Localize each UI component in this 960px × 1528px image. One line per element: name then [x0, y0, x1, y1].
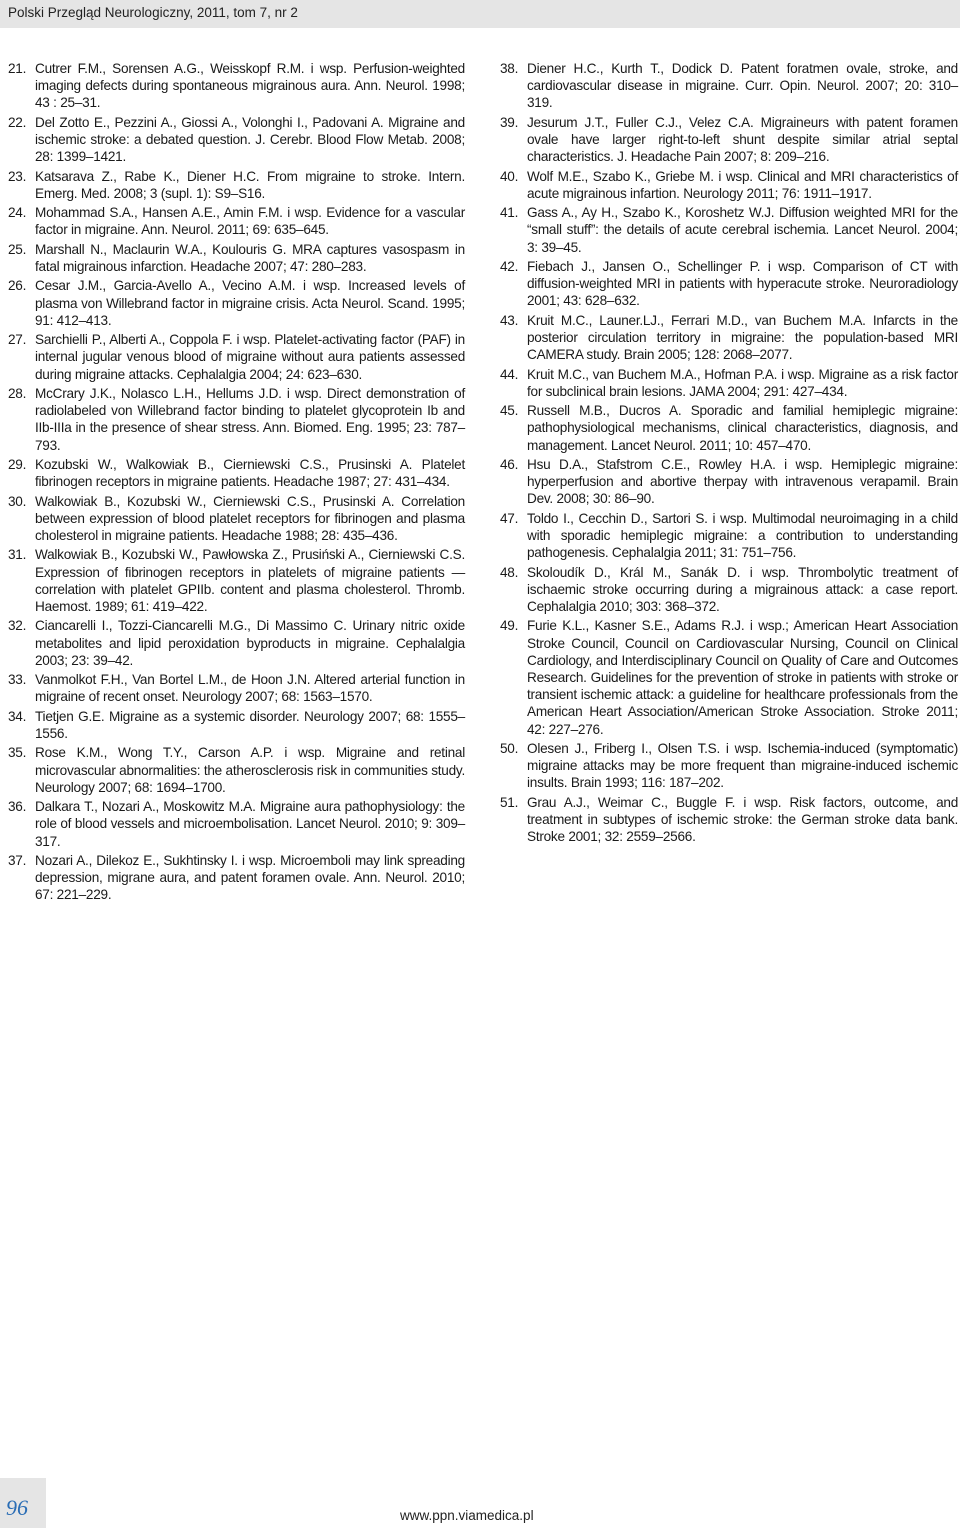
reference-text: Wolf M.E., Szabo K., Griebe M. i wsp. Clinical and MRI characteristics of acute migrainous infartion. Neurology 2011; 76: 1911–1917. [527, 168, 958, 201]
reference-item [8, 241, 465, 275]
reference-item [500, 617, 958, 737]
reference-text: Grau A.J., Weimar C., Buggle F. i wsp. Risk factors, outcome, and treatment in subtypes of ischemic stroke: the German stroke data bank. Stroke 2001; 32: 2559–2566. [527, 794, 958, 845]
reference-number: 34. [8, 708, 27, 724]
reference-number: 40. [500, 168, 519, 184]
reference-item [8, 708, 465, 742]
reference-item [8, 493, 465, 545]
reference-item [500, 366, 958, 400]
reference-item [8, 331, 465, 383]
reference-item [8, 744, 465, 796]
reference-text: Marshall N., Maclaurin W.A., Koulouris G. MRA captures vasospasm in fatal migrainous infarction. Headache 2007; 47: 280–283. [35, 241, 465, 274]
reference-item [8, 617, 465, 669]
reference-text: Sarchielli P., Alberti A., Coppola F. i wsp. Platelet-activating factor (PAF) in internal jugular venous blood of migraine without aura patients assessed during migraine attacks. Cephalalgia 2004; 24: 623–630. [35, 332, 465, 382]
reference-number: 25. [8, 241, 27, 257]
reference-number: 27. [8, 332, 27, 348]
reference-item [8, 798, 465, 850]
reference-item [500, 794, 958, 846]
reference-item [8, 204, 465, 238]
reference-item [8, 60, 465, 112]
reference-number: 35. [8, 745, 27, 761]
reference-number: 31. [8, 547, 27, 563]
reference-item [8, 671, 465, 705]
reference-item [500, 114, 958, 166]
reference-number: 51. [500, 794, 519, 810]
reference-number: 28. [8, 385, 27, 401]
reference-item [500, 168, 958, 202]
reference-item [500, 510, 958, 562]
reference-number: 45. [500, 403, 519, 419]
reference-item [8, 277, 465, 329]
reference-text: Skoloudík D., Král M., Sanák D. i wsp. Thrombolytic treatment of ischaemic stroke occurring during a migrainous attack: a case report. Cephalalgia 2010; 303: 368–372. [527, 564, 958, 614]
reference-text: Katsarava Z., Rabe K., Diener H.C. From migraine to stroke. Intern. Emerg. Med. 2008; 3 (supl. 1): S9–S16. [35, 168, 465, 201]
reference-text: Gass A., Ay H., Szabo K., Koroshetz W.J. Diffusion weighted MRI for the “small stuff”: the details of acute cerebral ischemia. Lancet Neurol. 2004; 3: 39–45. [527, 205, 958, 255]
reference-item [8, 456, 465, 490]
reference-number: 33. [8, 672, 27, 688]
reference-text: Toldo I., Cecchin D., Sartori S. i wsp. Multimodal neuroimaging in a child with sporadic hemiplegic migraine: a contribution to understanding pathogenesis. Cephalalgia 2011; 31: 751–756. [527, 510, 958, 561]
reference-item [500, 456, 958, 508]
reference-number: 47. [500, 510, 519, 526]
reference-text: Furie K.L., Kasner S.E., Adams R.J. i wsp.; American Heart Association Stroke Council, Council on Cardiovascular Nursing, Council on Clinical Cardiology, and Interdisciplinary Council on Quality of Care and Outcomes Research. Guidelines for the prevention of stroke in patients with stroke or transient ischemic attack: a guideline for healthcare professionals from the American Heart Association/American Stroke Association. Stroke 2011; 42: 227–276. [527, 618, 958, 737]
reference-item [500, 564, 958, 616]
reference-item [8, 385, 465, 454]
reference-text: Kozubski W., Walkowiak B., Cierniewski C.S., Prusinski A. Platelet fibrinogen receptors in migraine patients. Headache 1987; 27: 431–434. [35, 456, 465, 490]
reference-number: 30. [8, 493, 27, 509]
reference-text: Ciancarelli I., Tozzi-Ciancarelli M.G., Di Massimo C. Urinary nitric oxide metabolites and lipid peroxidation byproducts in migraine. Cephalalgia 2003; 23: 39–42. [35, 618, 465, 668]
reference-item [500, 204, 958, 256]
page-number: 96 [6, 1495, 28, 1520]
reference-text: Nozari A., Dilekoz E., Sukhtinsky I. i wsp. Microemboli may link spreading depression, migrane aura, and patent foramen ovale. Ann. Neurol. 2010; 67: 221–229. [35, 852, 465, 903]
reference-number: 36. [8, 799, 27, 815]
reference-text: Mohammad S.A., Hansen A.E., Amin F.M. i wsp. Evidence for a vascular factor in migraine. Ann. Neurol. 2011; 69: 635–645. [35, 205, 465, 238]
reference-number: 42. [500, 258, 519, 274]
reference-number: 32. [8, 618, 27, 634]
reference-item [8, 546, 465, 615]
reference-number: 41. [500, 205, 519, 221]
reference-text: Jesurum J.T., Fuller C.J., Velez C.A. Migraineurs with patent foramen ovale have larger right-to-left shunt despite similar atrial septal characteristics. J. Headache Pain 2007; 8: 209–216. [527, 114, 958, 165]
references-right-column [500, 60, 958, 848]
reference-number: 26. [8, 278, 27, 294]
reference-number: 49. [500, 618, 519, 634]
reference-text: Vanmolkot F.H., Van Bortel L.M., de Hoon J.N. Altered arterial function in migraine of recent onset. Neurology 2007; 68: 1563–1570. [35, 672, 465, 705]
journal-title: Polski Przegląd Neurologiczny, 2011, tom 7, nr 2 [8, 5, 298, 20]
reference-number: 48. [500, 564, 519, 580]
footer-url[interactable]: www.ppn.viamedica.pl [400, 1508, 534, 1523]
reference-number: 38. [500, 61, 519, 76]
reference-text: Kruit M.C., van Buchem M.A., Hofman P.A. i wsp. Migraine as a risk factor for subclinical brain lesions. JAMA 2004; 291: 427–434. [527, 366, 958, 399]
references-left-column [8, 60, 465, 906]
reference-item [500, 60, 958, 112]
reference-text: Dalkara T., Nozari A., Moskowitz M.A. Migraine aura pathophysiology: the role of blood vessels and microembolisation. Lancet Neurol. 2010; 9: 309–317. [35, 799, 465, 849]
reference-number: 39. [500, 114, 519, 130]
reference-text: Olesen J., Friberg I., Olsen T.S. i wsp. Ischemia-induced (symptomatic) migraine attacks may be more frequent than migraine-induced ischemic insults. Brain 1993; 116: 187–202. [527, 740, 958, 791]
reference-text: Del Zotto E., Pezzini A., Giossi A., Volonghi I., Padovani A. Migraine and ischemic stroke: a debated question. J. Cerebr. Blood Flow Metab. 2008; 28: 1399–1421. [35, 114, 465, 165]
reference-text: Cesar J.M., Garcia-Avello A., Vecino A.M. i wsp. Increased levels of plasma von Willebrand factor in migraine crisis. Acta Neurol. Scand. 1995; 91: 412–413. [35, 278, 465, 328]
reference-text: Rose K.M., Wong T.Y., Carson A.P. i wsp. Migraine and retinal microvascular abnormalities: the atherosclerosis risk in communities study. Neurology 2007; 68: 1694–1700. [35, 745, 465, 795]
reference-text: Cutrer F.M., Sorensen A.G., Weisskopf R.M. i wsp. Perfusion-weighted imaging defects during spontaneous migrainous aura. Ann. Neurol. 1998; 43 : 25–31. [35, 61, 465, 111]
reference-text: McCrary J.K., Nolasco L.H., Hellums J.D. i wsp. Direct demonstration of radiolabeled von Willebrand factor binding to platelet glycoprotein Ib and IIb-IIIa in the presence of shear stress. Ann. Biomed. Eng. 1995; 23: 787–793. [35, 385, 465, 453]
reference-number: 29. [8, 456, 27, 472]
reference-item [8, 168, 465, 202]
reference-number: 46. [500, 456, 519, 472]
reference-text: Tietjen G.E. Migraine as a systemic disorder. Neurology 2007; 68: 1555–1556. [35, 708, 465, 741]
page-header [0, 0, 960, 28]
reference-item [500, 740, 958, 792]
reference-item [500, 402, 958, 454]
reference-number: 43. [500, 312, 519, 328]
reference-item [500, 312, 958, 364]
reference-text: Walkowiak B., Kozubski W., Pawłowska Z., Prusiński A., Cierniewski C.S. Expression of fibrinogen receptors in platelets of migraine patients — correlation with platelet GPIIb. content and plasma cholesterol. Thromb. Haemost. 1989; 61: 419–422. [35, 547, 465, 614]
reference-number: 24. [8, 205, 27, 221]
reference-item [8, 114, 465, 166]
reference-text: Russell M.B., Ducros A. Sporadic and familial hemiplegic migraine: pathophysiological mechanisms, clinical characteristics, diagnosis, and management. Lancet Neurol. 2011; 10: 457–470. [527, 403, 958, 453]
reference-item [500, 258, 958, 310]
reference-number: 23. [8, 168, 27, 184]
reference-number: 37. [8, 852, 27, 868]
reference-item [8, 852, 465, 904]
reference-text: Walkowiak B., Kozubski W., Cierniewski C.S., Prusinski A. Correlation between expression of blood platelet receptors for fibrinogen and plasma cholesterol in migraine patients. Headache 1988; 28: 435–436. [35, 493, 465, 543]
reference-number: 44. [500, 366, 519, 382]
reference-text: Fiebach J., Jansen O., Schellinger P. i wsp. Comparison of CT with diffusion-weighted MRI in patients with hyperacute stroke. Neuroradiology 2001; 43: 628–632. [527, 258, 958, 309]
reference-number: 21. [8, 61, 27, 76]
reference-text: Hsu D.A., Stafstrom C.E., Rowley H.A. i wsp. Hemiplegic migraine: hyperperfusion and abortive therpay with intravenous verapamil. Brain Dev. 2008; 30: 86–90. [527, 456, 958, 507]
reference-text: Kruit M.C., Launer.LJ., Ferrari M.D., van Buchem M.A. Infarcts in the posterior circulation territory in migraine: the population-based MRI CAMERA study. Brain 2005; 128: 2068–2077. [527, 312, 958, 363]
reference-number: 50. [500, 740, 519, 756]
reference-text: Diener H.C., Kurth T., Dodick D. Patent foratmen ovale, stroke, and cardiovascular disease in migraine. Curr. Opin. Neurol. 2007; 20: 310–319. [527, 61, 958, 111]
reference-number: 22. [8, 114, 27, 130]
